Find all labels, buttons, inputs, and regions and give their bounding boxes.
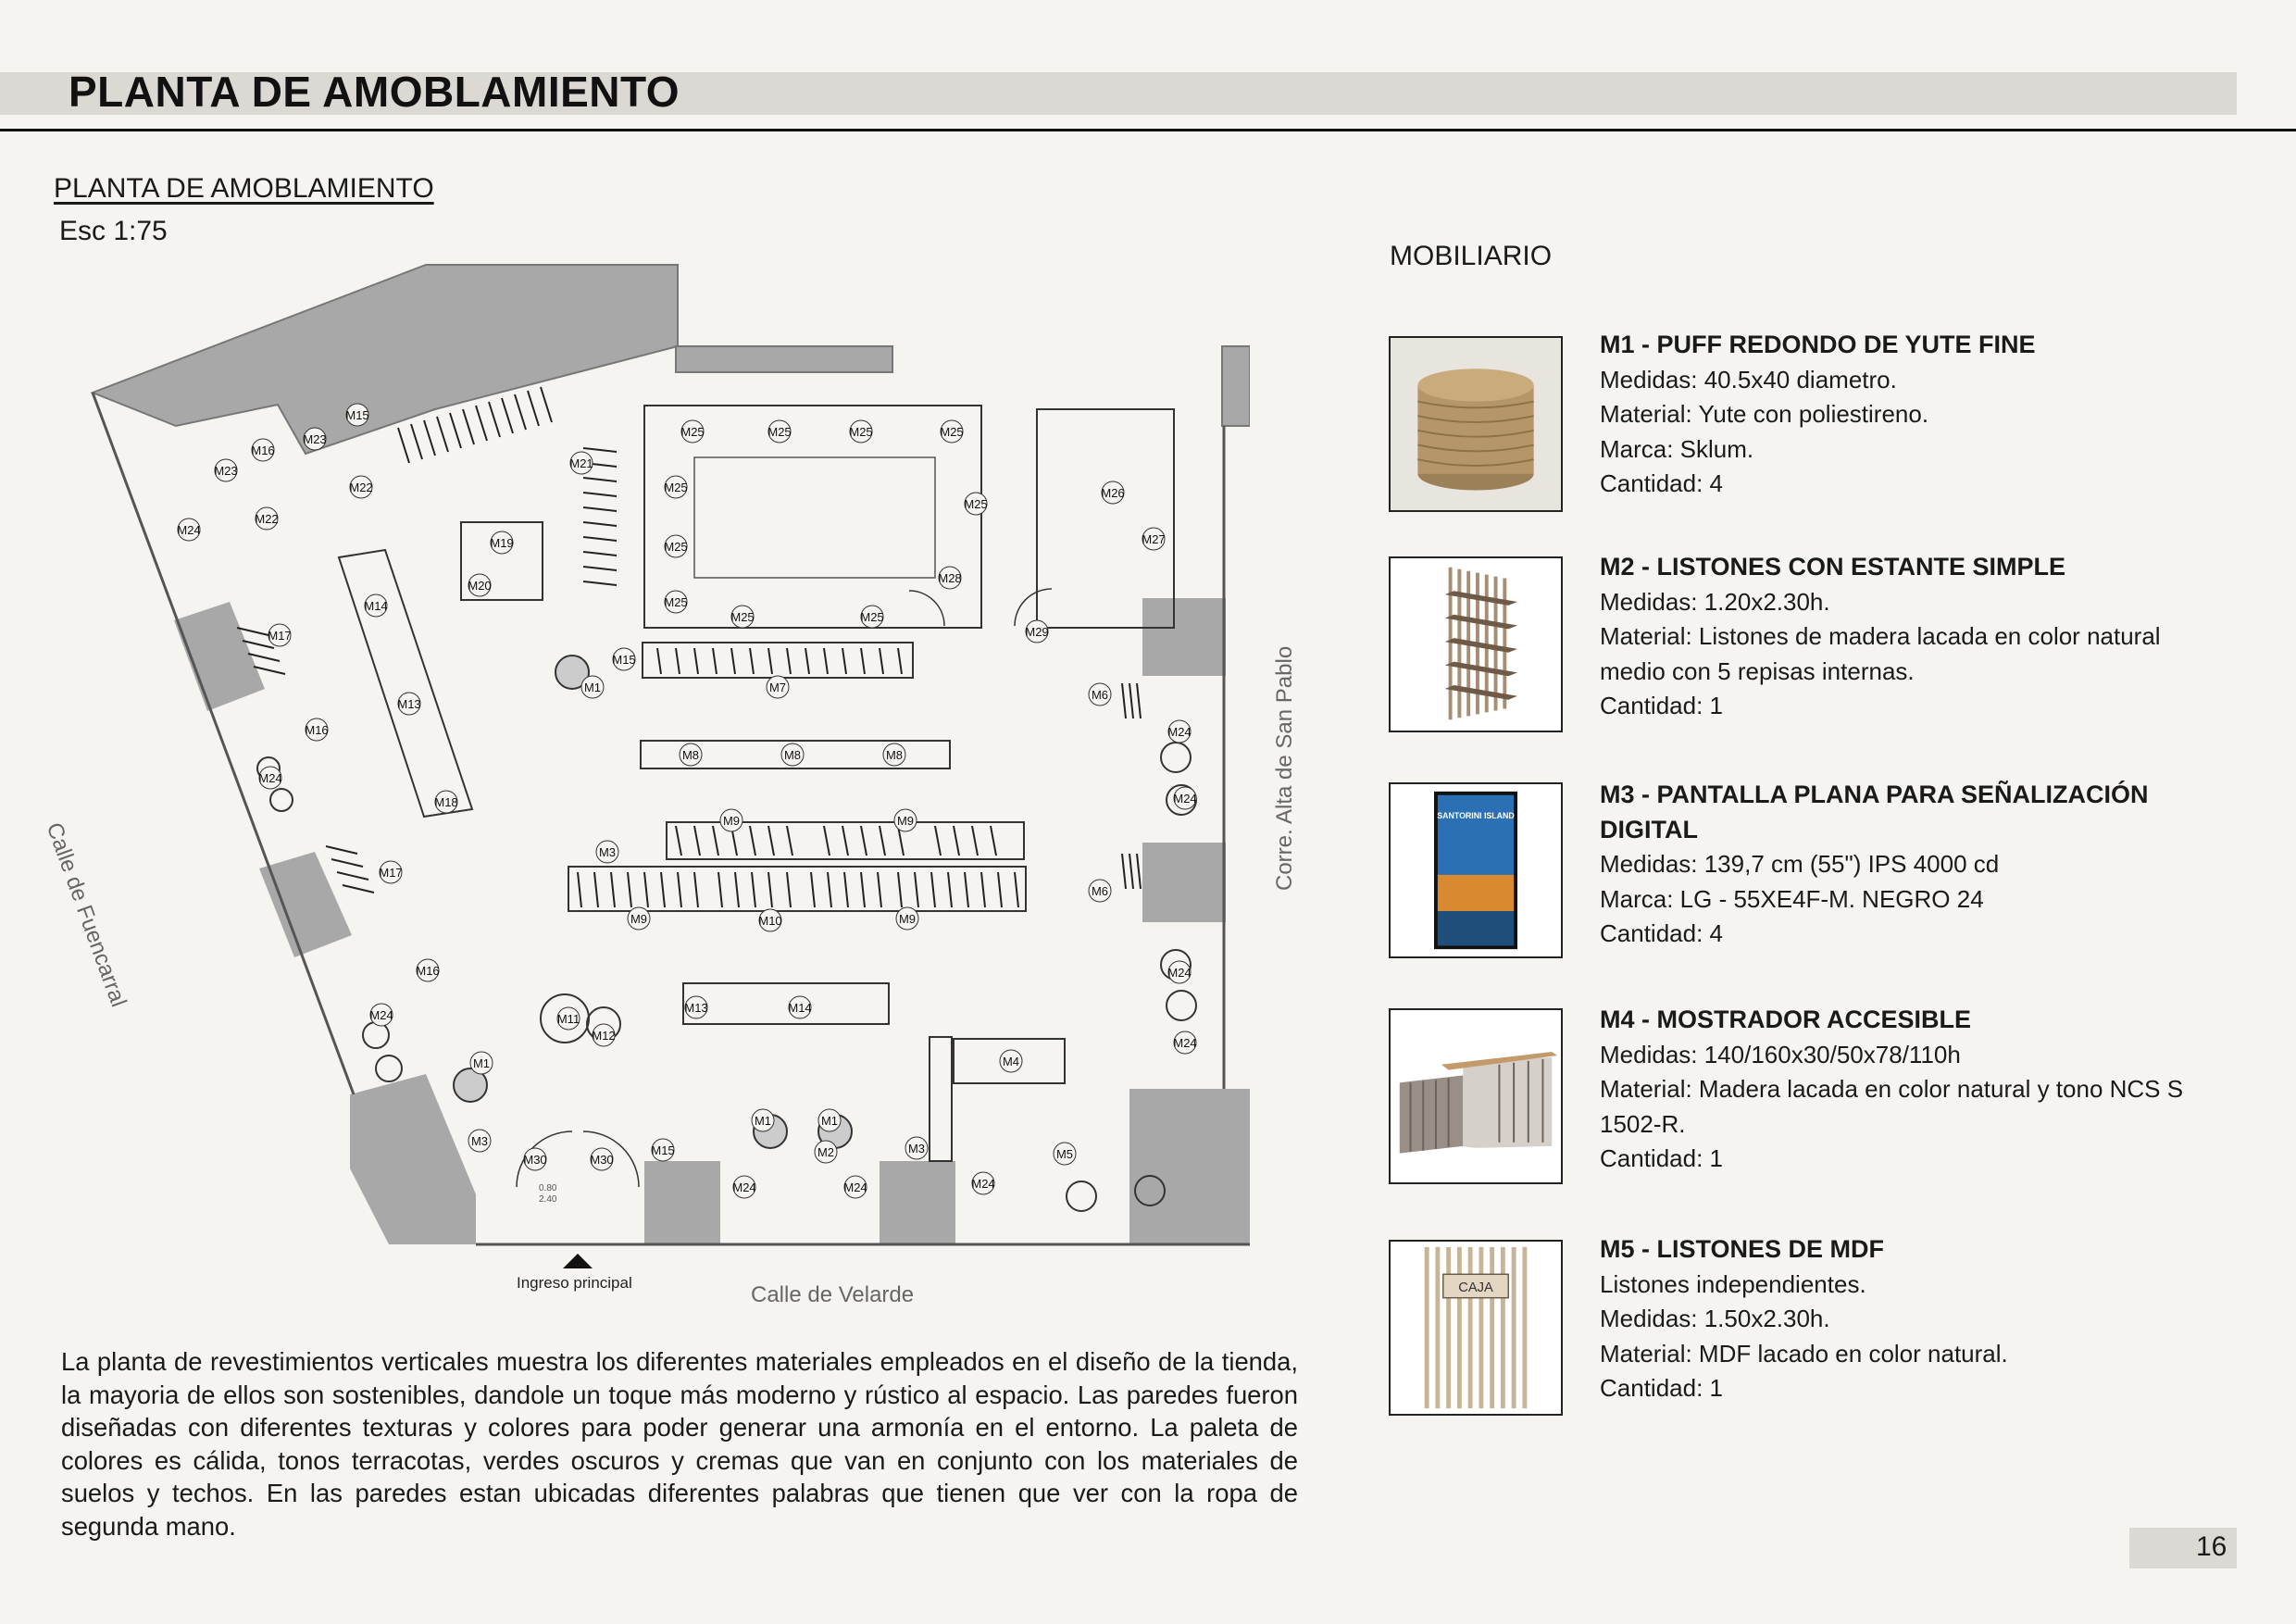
furniture-m5: [1600, 1232, 2192, 1406]
tag-m9-2: M9: [896, 814, 915, 828]
tag-m30: M30: [523, 1153, 547, 1167]
plan-description: La planta de revestimientos verticales muestra los diferentes materiales empleados en el diseño de la tienda, la mayoria de ellos son sostenibles, dandole un toque más moderno y rústico al espacio. Las paredes fueron diseñadas con diferentes texturas y colores para poder generar una armonía en el entorno. La paleta de colores es cálida, tonos terracotas, verdes oscuros y cremas que van en conjunto con los materiales de suelos y techos. En las paredes estan ubicadas diferentes palabras que tienen que ver con la ropa de segunda mano.: [61, 1347, 1298, 1541]
entrance-label: Ingreso principal: [517, 1274, 632, 1292]
tag-m25-9: M25: [860, 610, 884, 624]
furniture-line: Medidas: 139,7 cm (55") IPS 4000 cd: [1600, 850, 2000, 878]
tag-m23-2: M23: [303, 432, 327, 446]
tag-m19: M19: [490, 536, 514, 550]
tag-m14-2: M14: [364, 599, 388, 613]
tag-m24-10: M24: [971, 1177, 995, 1191]
west-wall-line: [93, 393, 354, 1094]
southeast-pillar: [1129, 1089, 1250, 1244]
floor-plan: [83, 261, 1250, 1252]
furniture-tags: [177, 404, 1196, 1198]
puff-image: [1389, 336, 1563, 512]
tag-m14: M14: [788, 1001, 812, 1015]
tag-m24-8: M24: [732, 1181, 756, 1194]
furniture-line: Material: Yute con poliestireno.: [1600, 400, 1929, 428]
east-wall-top: [1222, 346, 1250, 426]
tag-m2: M2: [817, 1145, 835, 1159]
street-fuencarral: Calle de Fuencarral: [41, 819, 131, 1011]
west-pillar-1: [174, 602, 265, 711]
furniture-line: Material: MDF lacado en color natural.: [1600, 1339, 2008, 1368]
tag-m11: M11: [556, 1012, 580, 1026]
furniture-line: Cantidad: 1: [1600, 692, 1723, 719]
furniture-line: Medidas: 1.20x2.30h.: [1600, 587, 1830, 616]
tag-m1-2: M1: [472, 1056, 491, 1070]
tag-m25-8: M25: [730, 610, 755, 624]
restroom: [1037, 409, 1174, 628]
door-label-b: 2.40: [539, 1194, 557, 1205]
north-wall: [93, 265, 678, 454]
tag-m16-2: M16: [305, 723, 329, 737]
tag-m5: M5: [1055, 1147, 1074, 1161]
furniture-m3: [1600, 778, 2192, 952]
page-header-title: PLANTA DE AMOBLAMIENTO: [69, 68, 680, 116]
counter-illustration: [1391, 1010, 1561, 1182]
tag-m25-2: M25: [767, 425, 792, 439]
tag-m7: M7: [768, 681, 787, 694]
furniture-name: M2 - LISTONES CON ESTANTE SIMPLE: [1600, 553, 2066, 581]
furniture-line: Material: Madera lacada en color natural y tono NCS S 1502-R.: [1600, 1075, 2184, 1138]
screen-image: [1389, 782, 1563, 958]
tag-m3-3: M3: [470, 1134, 489, 1148]
tag-m28: M28: [938, 571, 962, 585]
furniture-line: Medidas: 1.50x2.30h.: [1600, 1305, 1830, 1332]
tag-m6-2: M6: [1091, 884, 1109, 898]
north-wall-right: [676, 346, 892, 372]
tag-m25-3: M25: [849, 425, 873, 439]
furniture-name: M3 - PANTALLA PLANA PARA SEÑALIZACIÓN DIGITAL: [1600, 781, 2149, 843]
header-divider: [0, 129, 2296, 131]
tag-m9-4: M9: [898, 912, 917, 926]
furniture-line: Cantidad: 4: [1600, 919, 1723, 947]
furniture-line: Cantidad: 1: [1600, 1374, 1723, 1402]
tag-m1-4: M1: [820, 1114, 839, 1128]
tag-m4: M4: [1002, 1055, 1020, 1068]
tag-m24-5: M24: [1173, 792, 1197, 806]
south-pillar-2: [880, 1161, 955, 1244]
tag-m24: M24: [177, 523, 201, 537]
furniture-name: M1 - PUFF REDONDO DE YUTE FINE: [1600, 331, 2036, 358]
tag-m3: M3: [598, 845, 617, 859]
tag-m25-10: M25: [964, 497, 988, 511]
furniture-line: Marca: Sklum.: [1600, 434, 1754, 463]
tag-m24-6: M24: [1167, 966, 1192, 980]
furniture-line: Marca: LG - 55XE4F-M. NEGRO 24: [1600, 884, 1984, 913]
tag-m13-2: M13: [397, 697, 421, 711]
tag-m8-2: M8: [783, 748, 802, 762]
furniture-line: Material: Listones de madera lacada en color natural medio con 5 repisas internas.: [1600, 622, 2161, 685]
puff-illustration: [1391, 338, 1561, 510]
tag-m9-3: M9: [630, 912, 648, 926]
counter-m4-return: [930, 1037, 952, 1161]
hanging-rails: [237, 387, 1141, 907]
tag-m25-5: M25: [664, 481, 688, 494]
west-pillar-2: [259, 852, 352, 957]
tag-m1: M1: [583, 681, 602, 694]
south-pillar-1: [644, 1161, 720, 1244]
tag-m10: M10: [758, 914, 782, 928]
counter-image: [1389, 1008, 1563, 1184]
east-pillar-2: [1142, 843, 1226, 922]
tag-m25: M25: [680, 425, 705, 439]
furniture-name: M4 - MOSTRADOR ACCESIBLE: [1600, 1006, 1972, 1033]
tag-m15-2: M15: [612, 653, 636, 667]
furniture-line: Listones independientes.: [1600, 1269, 1866, 1298]
stockroom-inner: [694, 457, 935, 578]
tag-m24-3: M24: [369, 1008, 393, 1022]
tag-m25-4: M25: [940, 425, 964, 439]
tag-m24-7: M24: [1173, 1036, 1197, 1050]
furniture-line: Medidas: 40.5x40 diametro.: [1600, 365, 1897, 394]
tag-m15-3: M15: [651, 1143, 675, 1157]
tag-m18: M18: [434, 795, 458, 809]
tag-m3-2: M3: [907, 1142, 926, 1156]
tag-m22-2: M22: [349, 481, 373, 494]
street-san-pablo: Corre. Alta de San Pablo: [1272, 645, 1297, 891]
mdf-panel-image: [1389, 1240, 1563, 1416]
mobiliario-title: MOBILIARIO: [1390, 241, 1553, 271]
furniture-m2: [1600, 550, 2192, 724]
tag-m1-3: M1: [754, 1114, 772, 1128]
tag-m16-3: M16: [416, 964, 440, 978]
street-velarde: Calle de Velarde: [751, 1282, 915, 1307]
sign-text: CAJA: [1458, 1280, 1493, 1295]
tag-m26: M26: [1101, 486, 1125, 500]
rack-row-m7: [643, 643, 913, 678]
door-label-a: 0.80: [539, 1183, 557, 1193]
display-table-m13-m14: [683, 983, 889, 1024]
tag-m24-4: M24: [1167, 725, 1192, 739]
tag-m13: M13: [684, 1001, 708, 1015]
page-number: 16: [2196, 1531, 2227, 1562]
mdf-panel-illustration: [1391, 1242, 1561, 1414]
tag-m23: M23: [214, 464, 238, 478]
tag-m12: M12: [592, 1029, 616, 1043]
tag-m9: M9: [722, 814, 741, 828]
tag-m17-2: M17: [379, 866, 403, 880]
tag-m24-2: M24: [258, 771, 282, 785]
shelf-illustration: [1391, 558, 1561, 731]
tag-m6: M6: [1091, 688, 1109, 702]
furniture-m1: [1600, 328, 2192, 502]
tag-m8-3: M8: [885, 748, 904, 762]
east-pillar-1: [1142, 598, 1226, 676]
tag-m20: M20: [468, 579, 492, 593]
tag-m24-9: M24: [843, 1181, 867, 1194]
tag-m25-6: M25: [664, 540, 688, 554]
tag-m29: M29: [1025, 625, 1049, 639]
tag-m15: M15: [345, 408, 369, 422]
tag-m30-2: M30: [590, 1153, 614, 1167]
tag-m16: M16: [251, 443, 275, 457]
furniture-line: Cantidad: 4: [1600, 469, 1723, 497]
rack-row-south: [568, 867, 1026, 911]
furniture-line: Cantidad: 1: [1600, 1144, 1723, 1172]
furniture-name: M5 - LISTONES DE MDF: [1600, 1235, 1885, 1263]
west-bench-m13-m18: [339, 550, 472, 817]
shelf-image: [1389, 556, 1563, 732]
furniture-line: Medidas: 140/160x30/50x78/110h: [1600, 1040, 1961, 1068]
tag-m8: M8: [681, 748, 700, 762]
plan-scale: Esc 1:75: [59, 216, 168, 246]
screen-illustration: [1391, 784, 1561, 956]
southwest-pillar: [350, 1074, 476, 1244]
furniture-m4: [1600, 1003, 2192, 1177]
tag-m27: M27: [1142, 532, 1166, 546]
tag-m22: M22: [255, 512, 279, 526]
tag-m17: M17: [268, 629, 292, 643]
screen-text: SANTORINI ISLAND: [1437, 811, 1515, 821]
plan-title: PLANTA DE AMOBLAMIENTO: [54, 173, 434, 204]
entrance-arrow-icon: [563, 1254, 593, 1268]
tag-m21: M21: [569, 456, 593, 470]
tag-m25-7: M25: [664, 595, 688, 609]
